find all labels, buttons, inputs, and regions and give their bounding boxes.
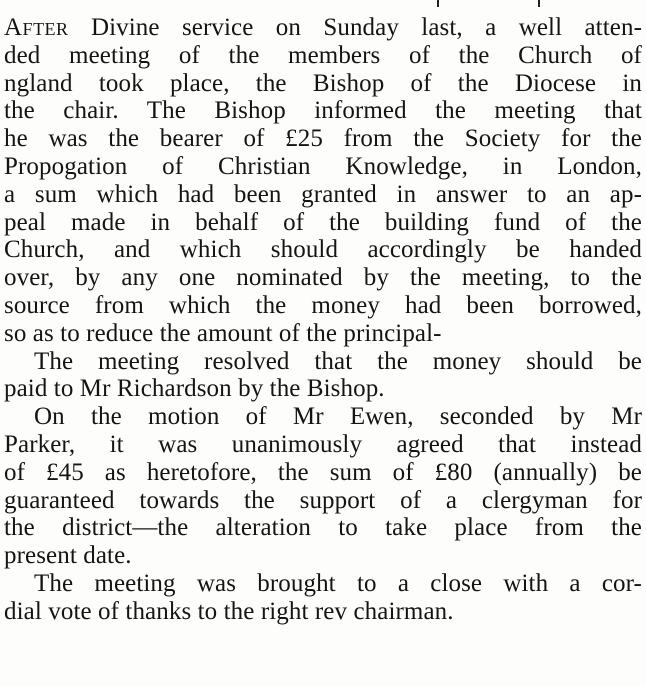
article-line-12: so as to reduce the amount of the principal- <box>4 319 442 347</box>
article-line-3: ngland took place, the Bishop of the Diocese in <box>4 69 642 97</box>
article-line-17: of £45 as heretofore, the sum of £80 (annually) be <box>4 458 642 486</box>
opening-word: After <box>4 14 69 41</box>
article-line-11: source from which the money had been borrowed, <box>4 291 642 319</box>
article-line-16: Parker, it was unanimously agreed that instead <box>4 430 642 458</box>
article-line-19: the district—the alteration to take place from the <box>4 514 642 542</box>
article-line-18: guaranteed towards the support of a clergyman for <box>4 486 642 514</box>
article-line-15: On the motion of Mr Ewen, seconded by Mr <box>34 403 642 431</box>
article-line-4: the chair. The Bishop informed the meeting that <box>4 97 642 125</box>
article-line-6: Propogation of Christian Knowledge, in London, <box>4 152 642 180</box>
article-line-1 <box>4 14 642 42</box>
article-line-22: dial vote of thanks to the right rev chairman. <box>4 597 454 625</box>
article-line-8: peal made in behalf of the building fund of the <box>4 208 642 236</box>
article-line-9: Church, and which should accordingly be handed <box>4 236 642 264</box>
article-line-20: present date. <box>4 542 132 570</box>
article-line-10: over, by any one nominated by the meeting, to the <box>4 264 642 292</box>
line-text: Divine service on Sunday last, a well atten- <box>90 14 643 41</box>
article-line-13: The meeting resolved that the money should be <box>34 347 642 375</box>
article-line-14: paid to Mr Richardson by the Bishop. <box>4 375 385 403</box>
article-line-2: ded meeting of the members of the Church of <box>4 41 642 69</box>
print-speck <box>437 0 439 7</box>
print-speck <box>538 0 540 7</box>
article-column <box>4 14 642 626</box>
article-line-5: he was the bearer of £25 from the Society for the <box>4 125 642 153</box>
article-line-21: The meeting was brought to a close with a cor- <box>34 569 642 597</box>
article-line-7: a sum which had been granted in answer to an ap- <box>4 180 642 208</box>
